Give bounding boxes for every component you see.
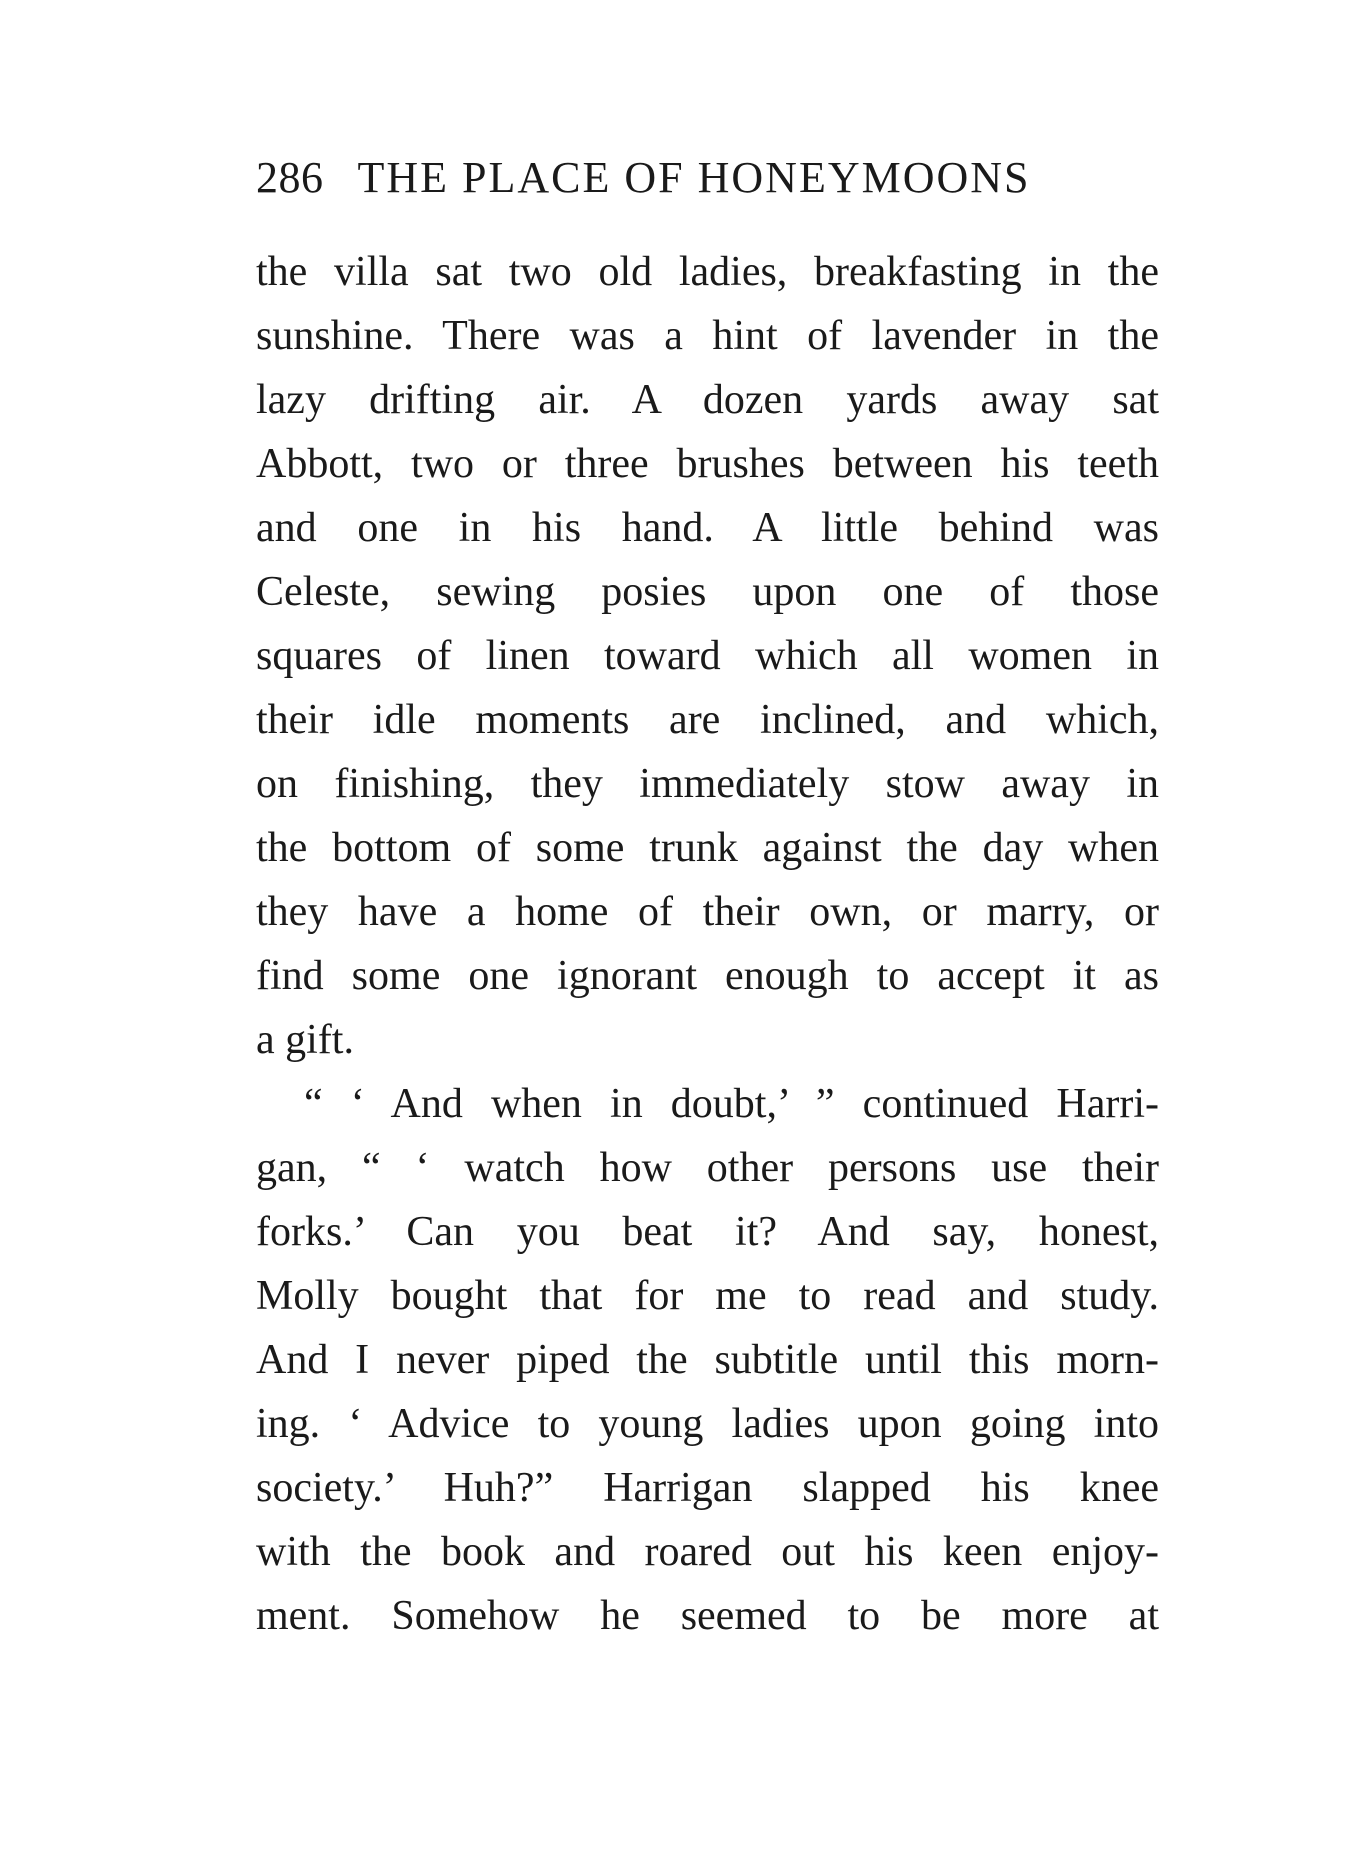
text-line: society.’ Huh?” Harrigan slapped his knee [256, 1465, 1159, 1511]
running-head [256, 148, 1156, 208]
text-line: the bottom of some trunk against the day when [256, 825, 1159, 871]
text-line: And I never piped the subtitle until this morn- [256, 1337, 1159, 1383]
text-line: forks.’ Can you beat it? And say, honest, [256, 1209, 1159, 1255]
text-line: sunshine. There was a hint of lavender in the [256, 313, 1159, 359]
running-head-title: THE PLACE OF HONEYMOONS [357, 153, 1031, 202]
text-line: and one in his hand. A little behind was [256, 505, 1159, 551]
text-line: with the book and roared out his keen enjoy- [256, 1529, 1159, 1575]
text-line: gan, “ ‘ watch how other persons use their [256, 1145, 1159, 1191]
text-line: ment. Somehow he seemed to be more at [256, 1593, 1159, 1639]
text-line: Celeste, sewing posies upon one of those [256, 569, 1159, 615]
text-line: on finishing, they immediately stow away in [256, 761, 1159, 807]
text-line: a gift. [256, 1017, 354, 1063]
paragraph-2 [256, 1072, 1159, 1648]
text-line: squares of linen toward which all women in [256, 633, 1159, 679]
page-number: 286 [256, 153, 324, 202]
text-line: Molly bought that for me to read and study. [256, 1273, 1159, 1319]
text-line: they have a home of their own, or marry, or [256, 889, 1159, 935]
text-line: ing. ‘ Advice to young ladies upon going into [256, 1401, 1159, 1447]
text-line: Abbott, two or three brushes between his teeth [256, 441, 1159, 487]
body-text [256, 240, 1159, 1648]
text-line: find some one ignorant enough to accept it as [256, 953, 1159, 999]
text-line: lazy drifting air. A dozen yards away sat [256, 377, 1159, 423]
paragraph-1 [256, 240, 1159, 1072]
text-line: their idle moments are inclined, and which, [256, 697, 1159, 743]
text-line: the villa sat two old ladies, breakfasting in the [256, 249, 1159, 295]
text-line: “ ‘ And when in doubt,’ ” continued Harri- [304, 1081, 1159, 1127]
